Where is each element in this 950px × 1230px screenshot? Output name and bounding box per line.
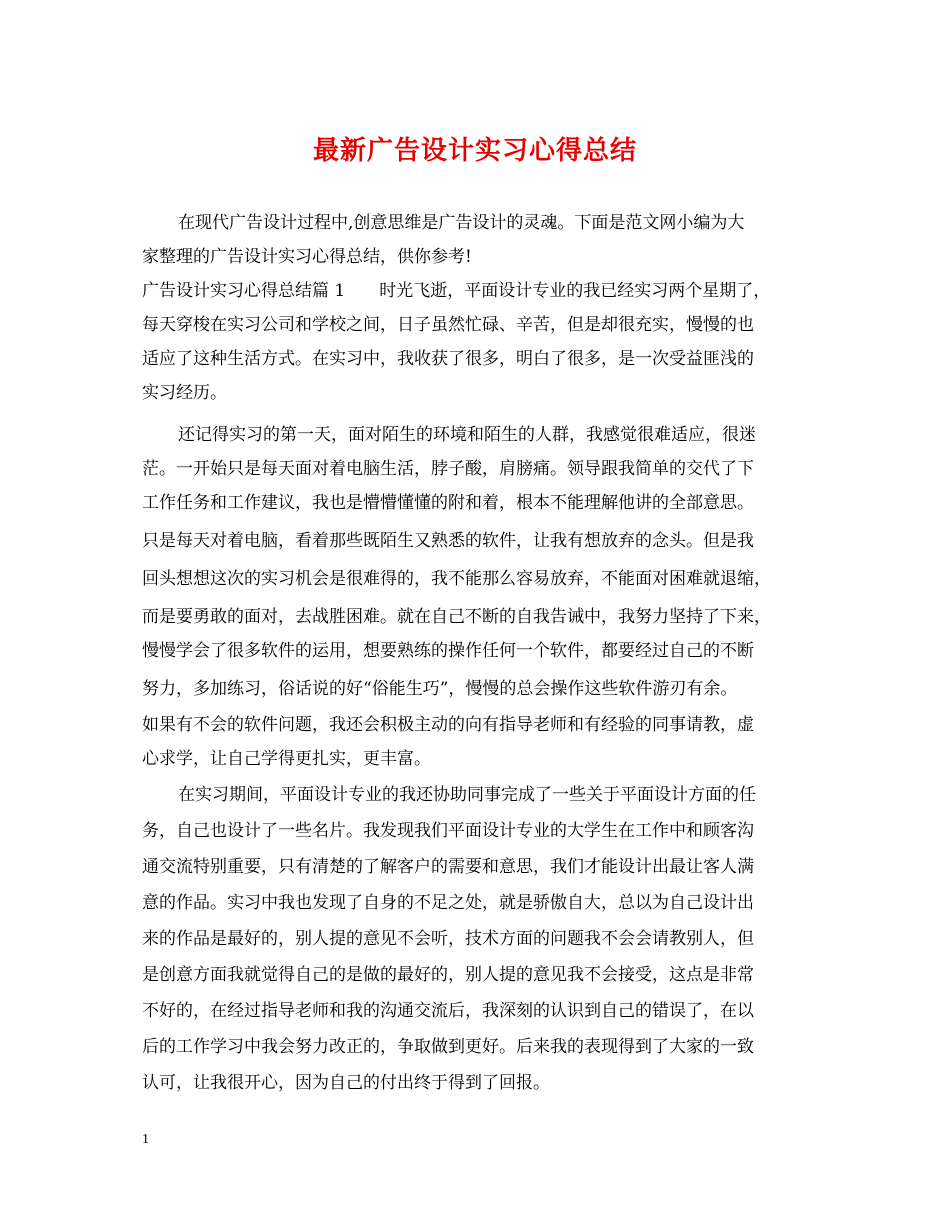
paragraph-3-line-9: 认可，让我很开心，因为自己的付出终于得到了回报。 [142, 1073, 550, 1093]
paragraph-2-line-5: 回头想想这次的实习机会是很难得的，我不能那么容易放弃，不能面对困难就退缩， [142, 569, 771, 589]
paragraph-2-line-9: 如果有不会的软件问题，我还会积极主动的向有指导老师和有经验的同事请教，虚 [142, 715, 754, 735]
paragraph-2-line-8: 努力，多加练习，俗话说的好“俗能生巧”，慢慢的总会操作这些软件游刃有余。 [142, 679, 738, 699]
paragraph-3-line-4: 意的作品。实习中我也发现了自身的不足之处，就是骄傲自大，总以为自己设计出 [142, 893, 754, 913]
paragraph-3-line-2: 务，自己也设计了一些名片。我发现我们平面设计专业的大学生在工作中和顾客沟 [142, 821, 754, 841]
paragraph-3-line-7: 不好的，在经过指导老师和我的沟通交流后，我深刻的认识到自己的错误了，在以 [142, 1001, 754, 1021]
paragraph-2-line-1: 还记得实习的第一天，面对陌生的环境和陌生的人群，我感觉很难适应，很迷 [178, 425, 756, 445]
paragraph-3-line-6: 是创意方面我就觉得自己的是做的最好的，别人提的意见我不会接受，这点是非常 [142, 965, 754, 985]
paragraph-2-line-7: 慢慢学会了很多软件的运用，想要熟练的操作任何一个软件，都要经过自己的不断 [142, 641, 754, 661]
section-1-line-3: 适应了这种生活方式。在实习中，我收获了很多，明白了很多，是一次受益匪浅的 [142, 349, 754, 369]
paragraph-2-line-2: 茫。一开始只是每天面对着电脑生活，脖子酸，肩膀痛。领导跟我简单的交代了下 [142, 459, 754, 479]
paragraph-3-line-1: 在实习期间，平面设计专业的我还协助同事完成了一些关于平面设计方面的任 [178, 785, 756, 805]
paragraph-3-line-8: 后的工作学习中我会努力改正的，争取做到更好。后来我的表现得到了大家的一致 [142, 1037, 754, 1057]
section-1-line-4: 实习经历。 [142, 383, 227, 403]
section-1-line-2: 每天穿梭在实习公司和学校之间，日子虽然忙碌、辛苦，但是却很充实，慢慢的也 [142, 315, 754, 335]
paragraph-3-line-5: 来的作品是最好的，别人提的意见不会听，技术方面的问题我不会会请教别人，但 [142, 929, 754, 949]
page-number: 1 [142, 1132, 149, 1147]
paragraph-2-line-4: 只是每天对着电脑，看着那些既陌生又熟悉的软件，让我有想放弃的念头。但是我 [142, 531, 754, 551]
section-1-line-1: 广告设计实习心得总结篇 1 时光飞逝，平面设计专业的我已经实习两个星期了， [142, 281, 771, 301]
paragraph-2-line-6: 而是要勇敢的面对，去战胜困难。就在自己不断的自我告诫中，我努力坚持了下来， [142, 607, 771, 627]
page-title: 最新广告设计实习心得总结 [312, 136, 637, 166]
intro-line-1: 在现代广告设计过程中,创意思维是广告设计的灵魂。下面是范文网小编为大 [178, 213, 745, 233]
paragraph-2-line-10: 心求学，让自己学得更扎实，更丰富。 [142, 749, 431, 769]
intro-line-2: 家整理的广告设计实习心得总结，供你参考! [142, 247, 472, 267]
paragraph-3-line-3: 通交流特别重要，只有清楚的了解客户的需要和意思，我们才能设计出最让客人满 [142, 857, 754, 877]
paragraph-2-line-3: 工作任务和工作建议，我也是懵懵懂懂的附和着，根本不能理解他讲的全部意思。 [142, 493, 754, 513]
